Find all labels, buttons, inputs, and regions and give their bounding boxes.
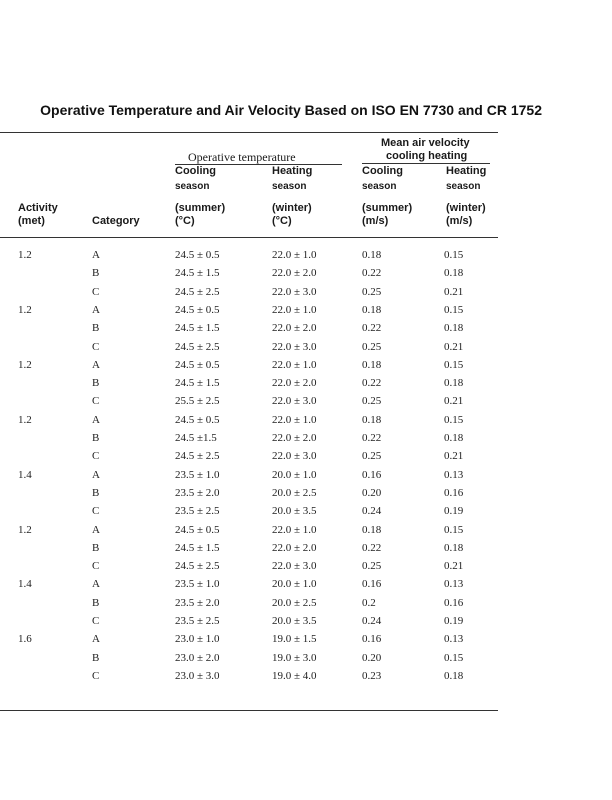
heating-temp-cell: 22.0 ± 1.0 [272, 304, 317, 316]
cooling-temp-cell: 24.5 ± 2.5 [175, 560, 220, 572]
activity-cell: 1.2 [18, 524, 32, 536]
velocity-summer-cell: 0.22 [362, 267, 382, 279]
cooling-temp-cell: 24.5 ± 0.5 [175, 414, 220, 426]
velocity-winter-cell: 0.21 [444, 286, 464, 298]
heating-temp-cell: 22.0 ± 2.0 [272, 267, 317, 279]
category-cell: C [92, 615, 100, 627]
cooling-temp-cell: 24.5 ± 1.5 [175, 542, 220, 554]
activity-cell: 1.4 [18, 469, 32, 481]
velocity-summer-cell: 0.18 [362, 524, 382, 536]
velocity-winter-cell: 0.13 [444, 578, 464, 590]
velocity-winter-cell: 0.16 [444, 487, 464, 499]
category-cell: C [92, 505, 100, 517]
operative-temperature-header: Operative temperature [188, 150, 296, 164]
velocity-winter-cell: 0.18 [444, 267, 464, 279]
velocity-summer-label: (summer) [362, 202, 413, 214]
cooling-label: Cooling [175, 165, 216, 177]
bottom-rule [0, 710, 498, 711]
cooling-temp-cell: 24.5 ± 0.5 [175, 359, 220, 371]
velocity-summer-cell: 0.25 [362, 286, 382, 298]
velocity-winter-label: (winter) [446, 202, 486, 214]
header-rule [0, 237, 498, 238]
velocity-winter-cell: 0.21 [444, 341, 464, 353]
category-cell: C [92, 395, 100, 407]
heating-temp-cell: 22.0 ± 3.0 [272, 395, 317, 407]
category-cell: B [92, 652, 100, 664]
heating-temp-cell: 22.0 ± 3.0 [272, 560, 317, 572]
velocity-cooling-label: Cooling [362, 165, 403, 177]
category-cell: C [92, 341, 100, 353]
activity-cell: 1.2 [18, 359, 32, 371]
heating-temp-cell: 22.0 ± 2.0 [272, 377, 317, 389]
velocity-winter-cell: 0.18 [444, 432, 464, 444]
category-cell: A [92, 469, 100, 481]
velocity-winter-cell: 0.19 [444, 615, 464, 627]
activity-cell: 1.2 [18, 304, 32, 316]
velocity-winter-cell: 0.18 [444, 670, 464, 682]
velocity-summer-cell: 0.22 [362, 542, 382, 554]
heating-temp-cell: 22.0 ± 1.0 [272, 359, 317, 371]
velocity-summer-cell: 0.22 [362, 377, 382, 389]
velocity-winter-cell: 0.15 [444, 304, 464, 316]
velocity-summer-cell: 0.18 [362, 414, 382, 426]
category-cell: C [92, 286, 100, 298]
velocity-summer-cell: 0.25 [362, 341, 382, 353]
category-cell: C [92, 560, 100, 572]
velocity-heating-label: Heating [446, 165, 487, 177]
activity-cell: 1.2 [18, 249, 32, 261]
velocity-winter-cell: 0.13 [444, 633, 464, 645]
category-cell: A [92, 359, 100, 371]
velocity-cooling-season-label: season [362, 181, 397, 192]
velocity-summer-cell: 0.25 [362, 560, 382, 572]
cooling-temp-cell: 23.0 ± 2.0 [175, 652, 220, 664]
winter-label: (winter) [272, 202, 312, 214]
velocity-summer-cell: 0.23 [362, 670, 382, 682]
cooling-temp-cell: 24.5 ± 1.5 [175, 267, 220, 279]
category-cell: B [92, 487, 100, 499]
cooling-temp-cell: 24.5 ± 1.5 [175, 377, 220, 389]
activity-cell: 1.6 [18, 633, 32, 645]
heating-unit: (°C) [272, 215, 292, 227]
summer-label: (summer) [175, 202, 226, 214]
activity-header: Activity [18, 202, 58, 214]
category-cell: A [92, 524, 100, 536]
velocity-summer-unit: (m/s) [362, 215, 389, 227]
cooling-temp-cell: 23.5 ± 2.5 [175, 505, 220, 517]
category-cell: A [92, 414, 100, 426]
cooling-temp-cell: 23.5 ± 2.5 [175, 615, 220, 627]
category-cell: B [92, 267, 100, 279]
velocity-summer-cell: 0.16 [362, 469, 382, 481]
heating-temp-cell: 22.0 ± 2.0 [272, 432, 317, 444]
cooling-unit: (°C) [175, 215, 195, 227]
velocity-winter-cell: 0.19 [444, 505, 464, 517]
velocity-winter-cell: 0.16 [444, 597, 464, 609]
top-rule [0, 132, 498, 133]
heating-temp-cell: 20.0 ± 3.5 [272, 615, 317, 627]
cooling-temp-cell: 23.5 ± 1.0 [175, 469, 220, 481]
heating-season-label: season [272, 181, 307, 192]
velocity-winter-cell: 0.15 [444, 652, 464, 664]
table-title-text: Operative Temperature and Air Velocity Based on ISO EN 7730 and CR 1752 [40, 102, 542, 118]
velocity-group-rule [362, 163, 490, 164]
velocity-winter-cell: 0.15 [444, 359, 464, 371]
heating-temp-cell: 22.0 ± 3.0 [272, 341, 317, 353]
cooling-temp-cell: 24.5 ± 2.5 [175, 286, 220, 298]
cooling-temp-cell: 24.5 ± 0.5 [175, 249, 220, 261]
cooling-temp-cell: 23.0 ± 3.0 [175, 670, 220, 682]
velocity-summer-cell: 0.16 [362, 578, 382, 590]
activity-cell: 1.2 [18, 414, 32, 426]
heating-temp-cell: 22.0 ± 1.0 [272, 524, 317, 536]
velocity-summer-cell: 0.24 [362, 615, 382, 627]
heating-temp-cell: 19.0 ± 1.5 [272, 633, 317, 645]
heating-label: Heating [272, 165, 313, 177]
category-cell: B [92, 322, 100, 334]
cooling-temp-cell: 24.5 ± 1.5 [175, 322, 220, 334]
activity-unit: (met) [18, 215, 45, 227]
velocity-summer-cell: 0.2 [362, 597, 376, 609]
velocity-summer-cell: 0.16 [362, 633, 382, 645]
cooling-temp-cell: 23.5 ± 2.0 [175, 597, 220, 609]
heating-temp-cell: 19.0 ± 3.0 [272, 652, 317, 664]
cooling-temp-cell: 25.5 ± 2.5 [175, 395, 220, 407]
heating-temp-cell: 22.0 ± 2.0 [272, 322, 317, 334]
velocity-winter-cell: 0.15 [444, 414, 464, 426]
category-cell: B [92, 597, 100, 609]
cooling-temp-cell: 24.5 ± 0.5 [175, 524, 220, 536]
activity-cell: 1.4 [18, 578, 32, 590]
category-cell: C [92, 670, 100, 682]
table-title [0, 102, 612, 122]
mean-air-velocity-header: Mean air velocity [381, 137, 470, 149]
heating-temp-cell: 22.0 ± 1.0 [272, 414, 317, 426]
cooling-season-label: season [175, 181, 210, 192]
velocity-summer-cell: 0.25 [362, 395, 382, 407]
velocity-summer-cell: 0.20 [362, 652, 382, 664]
velocity-winter-cell: 0.18 [444, 322, 464, 334]
velocity-summer-cell: 0.22 [362, 432, 382, 444]
velocity-summer-cell: 0.18 [362, 359, 382, 371]
category-cell: A [92, 249, 100, 261]
cooling-temp-cell: 24.5 ± 2.5 [175, 341, 220, 353]
category-cell: A [92, 304, 100, 316]
cooling-heating-subheader: cooling heating [386, 150, 468, 162]
heating-temp-cell: 22.0 ± 3.0 [272, 286, 317, 298]
cooling-temp-cell: 24.5 ± 2.5 [175, 450, 220, 462]
category-header: Category [92, 215, 140, 227]
velocity-summer-cell: 0.22 [362, 322, 382, 334]
category-cell: B [92, 432, 100, 444]
velocity-winter-cell: 0.13 [444, 469, 464, 481]
velocity-winter-cell: 0.21 [444, 450, 464, 462]
heating-temp-cell: 19.0 ± 4.0 [272, 670, 317, 682]
heating-temp-cell: 20.0 ± 1.0 [272, 469, 317, 481]
velocity-winter-cell: 0.21 [444, 395, 464, 407]
category-cell: B [92, 542, 100, 554]
cooling-temp-cell: 24.5 ±1.5 [175, 432, 217, 444]
heating-temp-cell: 22.0 ± 3.0 [272, 450, 317, 462]
velocity-summer-cell: 0.18 [362, 249, 382, 261]
category-cell: A [92, 633, 100, 645]
velocity-winter-cell: 0.15 [444, 249, 464, 261]
category-cell: A [92, 578, 100, 590]
category-cell: B [92, 377, 100, 389]
heating-temp-cell: 22.0 ± 2.0 [272, 542, 317, 554]
velocity-summer-cell: 0.20 [362, 487, 382, 499]
heating-temp-cell: 22.0 ± 1.0 [272, 249, 317, 261]
cooling-temp-cell: 23.5 ± 2.0 [175, 487, 220, 499]
category-cell: C [92, 450, 100, 462]
velocity-winter-unit: (m/s) [446, 215, 473, 227]
velocity-summer-cell: 0.24 [362, 505, 382, 517]
velocity-summer-cell: 0.25 [362, 450, 382, 462]
velocity-winter-cell: 0.21 [444, 560, 464, 572]
cooling-temp-cell: 23.5 ± 1.0 [175, 578, 220, 590]
cooling-temp-cell: 23.0 ± 1.0 [175, 633, 220, 645]
velocity-winter-cell: 0.18 [444, 542, 464, 554]
heating-temp-cell: 20.0 ± 3.5 [272, 505, 317, 517]
heating-temp-cell: 20.0 ± 1.0 [272, 578, 317, 590]
cooling-temp-cell: 24.5 ± 0.5 [175, 304, 220, 316]
heating-temp-cell: 20.0 ± 2.5 [272, 487, 317, 499]
velocity-winter-cell: 0.18 [444, 377, 464, 389]
velocity-summer-cell: 0.18 [362, 304, 382, 316]
velocity-heating-season-label: season [446, 181, 481, 192]
heating-temp-cell: 20.0 ± 2.5 [272, 597, 317, 609]
velocity-winter-cell: 0.15 [444, 524, 464, 536]
